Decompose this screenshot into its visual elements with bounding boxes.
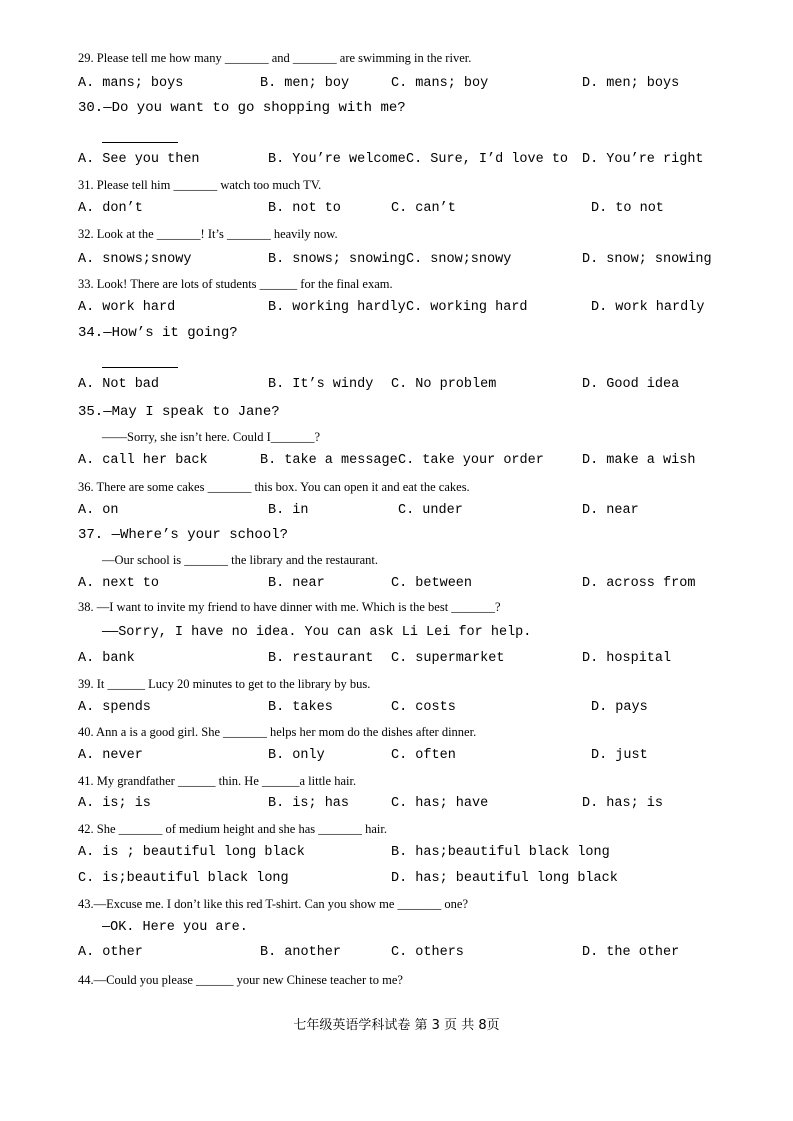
option-b: B. take a message [260,453,398,468]
option-a: A. See you then [78,152,200,167]
option-c: C. can’t [391,201,456,216]
question-35-stem: 35.—May I speak to Jane? [78,404,280,420]
option-d: D. pays [591,700,648,715]
option-c: C. take your order [398,453,544,468]
option-b: B. is; has [268,796,350,811]
page-footer: 七年级英语学科试卷 第 3 页 共 8页 [293,1018,500,1033]
question-38-reply: ——Sorry, I have no idea. You can ask Li Lei for help. [102,625,532,640]
option-c: C. Sure, I’d love to [406,152,569,167]
option-d: D. the other [582,945,680,960]
option-d: D. just [591,748,648,763]
option-d: D. make a wish [582,453,696,468]
option-d: D. near [582,503,639,518]
question-29-stem: 29. Please tell me how many _______ and _______ are swimming in the river. [78,51,472,65]
option-a: A. Not bad [78,377,160,392]
option-d: D. men; boys [582,76,680,91]
question-43-stem: 43.—Excuse me. I don’t like this red T-shirt. Can you show me _______ one? [78,897,468,911]
option-c: C. is;beautiful black long [78,871,289,886]
option-a: A. is; is [78,796,151,811]
option-a: A. other [78,945,143,960]
option-d: D. Good idea [582,377,680,392]
option-b: B. restaurant [268,651,374,666]
option-d: D. snow; snowing [582,252,712,267]
option-a: A. is ; beautiful long black [78,845,305,860]
option-d: D. across from [582,576,696,591]
option-d: D. You’re right [582,152,704,167]
option-c: C. under [398,503,463,518]
question-30-stem: 30.—Do you want to go shopping with me? [78,100,406,116]
option-a: A. spends [78,700,151,715]
question-37-stem: 37. —Where’s your school? [78,527,289,543]
option-b: B. snows; snowing [268,252,406,267]
option-d: D. has; beautiful long black [391,871,618,886]
option-b: B. not to [268,201,341,216]
question-36-stem: 36. There are some cakes _______ this box. You can open it and eat the cakes. [78,480,470,494]
question-42-stem: 42. She _______ of medium height and she has _______ hair. [78,822,387,836]
option-d: D. work hardly [591,300,705,315]
option-d: D. has; is [582,796,664,811]
question-32-stem: 32. Look at the _______! It’s _______ heavily now. [78,227,338,241]
option-c: C. mans; boy [391,76,489,91]
option-a: A. mans; boys [78,76,184,91]
option-b: B. in [268,503,309,518]
option-c: C. costs [391,700,456,715]
option-b: B. takes [268,700,333,715]
option-b: B. men; boy [260,76,350,91]
option-b: B. only [268,748,325,763]
option-c: C. snow;snowy [406,252,512,267]
answer-blank-line [102,367,178,368]
option-c: C. No problem [391,377,497,392]
option-a: A. bank [78,651,135,666]
option-b: B. working hardly [268,300,406,315]
question-37-reply: —Our school is _______ the library and the restaurant. [102,553,378,567]
option-b: B. near [268,576,325,591]
question-34-stem: 34.—How’s it going? [78,325,238,341]
option-b: B. another [260,945,342,960]
option-a: A. never [78,748,143,763]
question-38-stem: 38. —I want to invite my friend to have dinner with me. Which is the best _______? [78,600,501,614]
option-a: A. work hard [78,300,176,315]
option-a: A. don’t [78,201,143,216]
option-d: D. to not [591,201,664,216]
option-c: C. between [391,576,473,591]
answer-blank-line [102,142,178,143]
option-c: C. supermarket [391,651,505,666]
option-a: A. snows;snowy [78,252,192,267]
option-b: B. has;beautiful black long [391,845,610,860]
option-a: A. call her back [78,453,208,468]
question-43-reply: —OK. Here you are. [102,920,248,935]
option-b: B. You’re welcome [268,152,406,167]
option-a: A. on [78,503,119,518]
question-41-stem: 41. My grandfather ______ thin. He ______a little hair. [78,774,357,788]
question-44-stem: 44.—Could you please ______ your new Chinese teacher to me? [78,973,403,987]
option-c: C. has; have [391,796,489,811]
option-c: C. working hard [406,300,528,315]
option-b: B. It’s windy [268,377,374,392]
option-c: C. often [391,748,456,763]
question-40-stem: 40. Ann a is a good girl. She _______ helps her mom do the dishes after dinner. [78,725,477,739]
question-35-reply: ——Sorry, she isn’t here. Could I_______? [102,430,321,444]
option-d: D. hospital [582,651,672,666]
option-c: C. others [391,945,464,960]
option-a: A. next to [78,576,160,591]
question-31-stem: 31. Please tell him _______ watch too much TV. [78,178,322,192]
question-39-stem: 39. It ______ Lucy 20 minutes to get to the library by bus. [78,677,371,691]
question-33-stem: 33. Look! There are lots of students ______ for the final exam. [78,277,393,291]
